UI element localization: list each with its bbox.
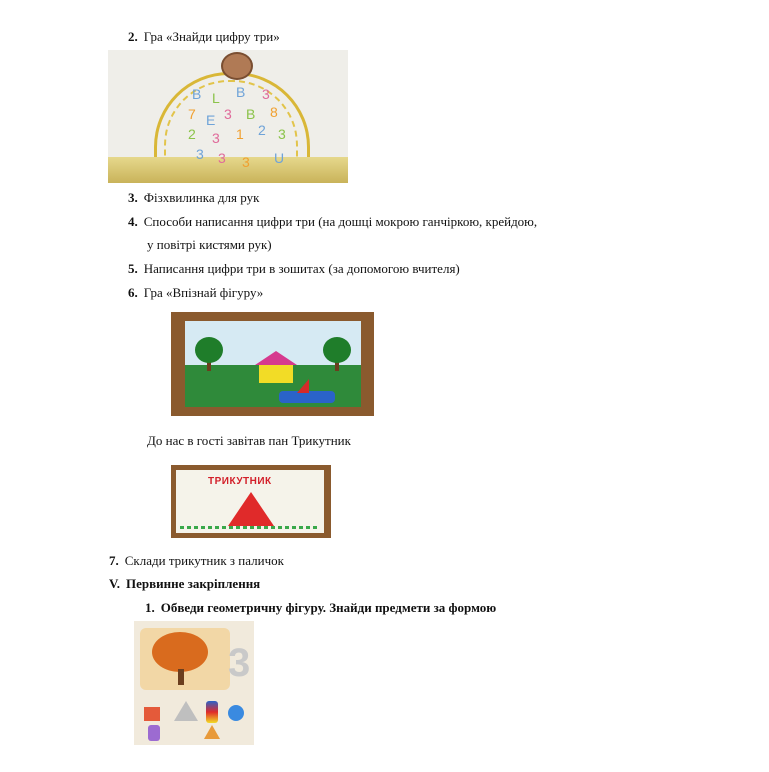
item-text: у повітрі кистями рук) (147, 237, 272, 252)
item-text: До нас в гості завітав пан Трикутник (147, 433, 351, 448)
letter-char: 3 (218, 150, 226, 166)
autumn-tree-crown (152, 632, 208, 672)
letter-char: L (212, 90, 220, 106)
pyramid-toy-shape (206, 701, 218, 723)
letter-char: 2 (258, 122, 266, 138)
large-digit: 3 (228, 641, 251, 685)
item-number: 3. (128, 190, 138, 205)
boat-sail (297, 379, 309, 393)
item-number: 5. (128, 261, 138, 276)
item-4-cont (147, 237, 272, 253)
item-4 (128, 214, 537, 230)
item-text: Способи написання цифри три (на дошці мокрою ганчіркою, крейдою, (143, 214, 538, 229)
letter-char: E (206, 112, 216, 128)
section-title: Первинне закріплення (125, 576, 261, 591)
section-v-heading (109, 576, 260, 592)
tree (323, 337, 351, 363)
item-1 (145, 600, 496, 616)
letter-char: B (192, 86, 202, 102)
cylinder-shape (148, 725, 160, 741)
letter-char: 3 (242, 154, 250, 170)
house-roof (255, 351, 297, 365)
item-text: Фізхвилинка для рук (143, 190, 260, 205)
letter-char: 1 (236, 126, 244, 142)
photo-mister-triangle (171, 465, 331, 538)
house (259, 365, 293, 383)
ball-shape (228, 705, 244, 721)
item-number: 7. (109, 553, 119, 568)
gift-box-shape (144, 707, 160, 721)
photo-workbook-page (134, 621, 254, 745)
picture-card (176, 470, 324, 533)
triangle-title: ТРИКУТНИК (208, 476, 272, 487)
guest-line (147, 433, 351, 449)
letter-char: 8 (270, 104, 278, 120)
item-number: 1. (145, 600, 155, 615)
cone-shape (204, 725, 220, 739)
item-text: Склади трикутник з паличок (124, 553, 284, 568)
item-text: Гра «Знайди цифру три» (143, 29, 280, 44)
letter-char: B (246, 106, 256, 122)
letter-char: 3 (278, 126, 286, 142)
picture-card (185, 321, 361, 407)
straw-base (108, 157, 348, 183)
triangle-outline-shape (174, 701, 198, 721)
tree (195, 337, 223, 363)
letter-char: 3 (224, 106, 232, 122)
item-text: Обведи геометричну фігуру. Знайди предмети за формою (160, 600, 497, 615)
letter-char: 3 (196, 146, 204, 162)
item-number: 6. (128, 285, 138, 300)
letter-char: U (274, 150, 285, 166)
item-3 (128, 190, 259, 206)
autumn-tree-trunk (178, 669, 184, 685)
red-triangle (228, 492, 274, 526)
owl-figurine (221, 52, 253, 80)
dotted-ground (180, 526, 320, 529)
item-text: Написання цифри три в зошитах (за допомогою вчителя) (143, 261, 460, 276)
item-2 (128, 29, 280, 45)
item-5 (128, 261, 460, 277)
item-6 (128, 285, 263, 301)
letter-char: 7 (188, 106, 196, 122)
item-7 (109, 553, 284, 569)
item-number: 2. (128, 29, 138, 44)
section-number: V. (109, 576, 120, 591)
photo-find-digit-three-game (108, 50, 348, 183)
letter-char: 3 (212, 130, 220, 146)
item-number: 4. (128, 214, 138, 229)
photo-recognize-shape-game (171, 312, 374, 416)
letter-char: 3 (262, 86, 270, 102)
letter-char: 2 (188, 126, 196, 142)
letter-char: B (236, 84, 246, 100)
item-text: Гра «Впізнай фігуру» (143, 285, 264, 300)
